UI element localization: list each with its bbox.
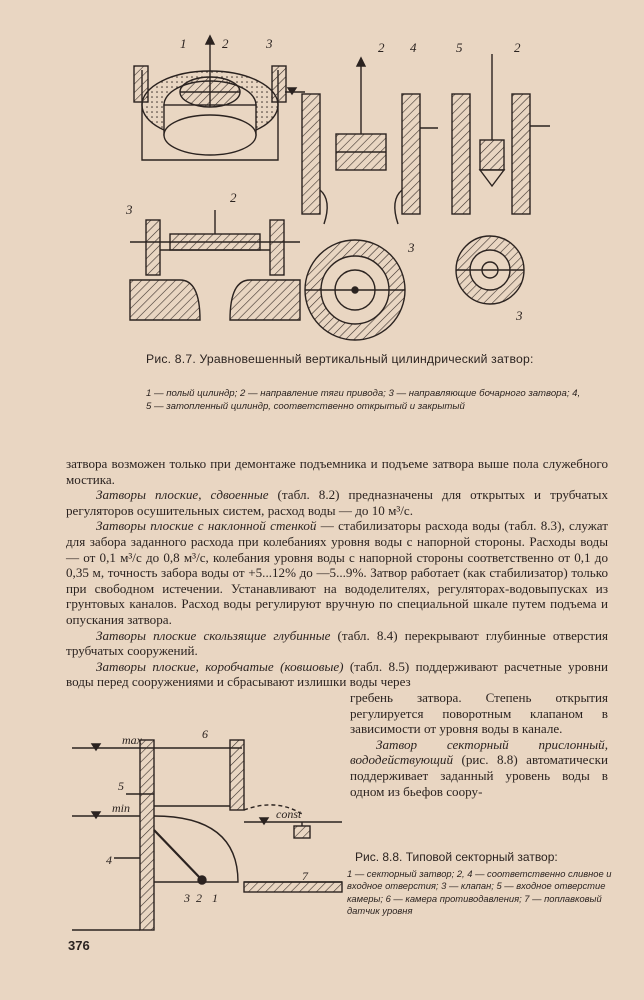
figure-8-8-caption: Рис. 8.8. Типовой секторный затвор: <box>355 850 558 864</box>
fig-8-7-plan-b <box>456 236 524 304</box>
fig-8-8-label: 7 <box>302 869 308 883</box>
paragraph-text: (табл. 8.5) поддерживают расчетные уровни воды перед сооружениями и сбрасывают излишки воды через <box>66 658 608 690</box>
fig-8-8-label: 6 <box>202 730 208 741</box>
paragraph <box>66 628 608 659</box>
fig-8-7-label: 4 <box>410 40 417 55</box>
fig-8-7-label: 3 <box>408 240 415 255</box>
paragraph: затвора возможен только при демонтаже подъемника и подъеме затвора выше пола служебного мостика. <box>66 456 608 487</box>
fig-8-7-label: 3 <box>266 36 273 51</box>
figure-8-7-legend: 1 — полый цилиндр; 2 — направление тяги привода; 3 — направляющие бочарного затвора; 4, 5 — затопленный цилиндр, соответственно открытый и закрытый <box>146 388 581 412</box>
fig-8-7-label: 2 <box>378 40 385 55</box>
fig-8-7-view-d <box>130 210 300 320</box>
figure-8-8-legend: 1 — секторный затвор; 2, 4 — соответственно сливное и входное отверстия; 3 — клапан; 5 — входное отверстие камеры; 6 — камера противодавления; 7 — поплавковый датчик уровня <box>347 868 612 917</box>
wrapped-text <box>350 690 608 799</box>
fig-8-8-drawing <box>72 740 342 930</box>
fig-8-7-label: 1 <box>180 36 187 51</box>
paragraph <box>66 487 608 518</box>
term: Затворы плоские с наклонной стенкой <box>96 518 317 534</box>
fig-8-7-label: 2 <box>230 190 237 205</box>
fig-8-8-label: 4 <box>106 853 112 867</box>
body-text <box>66 456 608 690</box>
fig-8-8-label: 5 <box>118 779 124 793</box>
paragraph-text: (табл. 8.2) предназначены для открытых и трубчатых регуляторов осушительных систем, расход воды — до 10 м³/с. <box>66 487 608 518</box>
fig-8-8-label: 1 <box>212 891 218 905</box>
paragraph <box>66 659 608 690</box>
fig-8-7-label: 3 <box>516 308 523 323</box>
fig-8-7-view-a <box>134 36 305 160</box>
fig-8-8-label: 2 <box>196 891 202 905</box>
figure-8-8 <box>62 730 347 940</box>
paragraph-text: — стабилизаторы расхода воды (табл. 8.3), служат для забора заданного расхода при колебаниях уровня воды с напорной стороны. Расходы воды — от 0,1 м³/с до 0,8 м³/с, колебания уровня воды с напорной стороны соответственно от 0,1 до 0,35 м, точность забора воды от +5...12% до —5...9%. Затвор работает (как стабилизатор) только при свободном истечении. Устанавливают на вододелителях, регуляторах-водовыпусках из грунтовых каналов. Расход воды регулируют вручную по специальной шкале путем подъема и опускания затвора. <box>66 518 608 627</box>
term: Затворы плоские, сдвоенные <box>96 487 269 503</box>
paragraph <box>350 737 608 799</box>
fig-8-7-label: 2 <box>514 40 521 55</box>
figure-8-7 <box>120 30 560 350</box>
page-number: 376 <box>68 938 90 953</box>
fig-8-8-level-max: max <box>122 733 142 747</box>
paragraph-text: (табл. 8.4) перекрывают глубинные отверстия трубчатых сооружений. <box>66 627 608 659</box>
fig-8-7-view-c <box>452 54 550 214</box>
term: Затвор секторный прислонный, вододействующий <box>350 736 608 768</box>
term: Затворы плоские, коробчатые (ковшовые) <box>96 658 344 674</box>
fig-8-8-label: 3 <box>184 891 190 905</box>
figure-8-7-caption: Рис. 8.7. Уравновешенный вертикальный цилиндрический затвор: <box>146 352 534 366</box>
fig-8-8-level-min: min <box>112 801 130 815</box>
term: Затворы плоские скользящие глубинные <box>96 627 331 643</box>
paragraph <box>66 518 608 627</box>
fig-8-7-view-b <box>302 58 438 224</box>
fig-8-7-label: 5 <box>456 40 463 55</box>
fig-8-8-level-const: const <box>276 807 302 821</box>
fig-8-7-plan-a <box>305 240 405 340</box>
fig-8-7-label: 3 <box>126 202 133 217</box>
paragraph-text: (рис. 8.8) автоматически поддерживает заданный уровень воды в одном из бьефов соору- <box>350 752 608 799</box>
fig-8-7-label: 2 <box>222 36 229 51</box>
paragraph: гребень затвора. Степень открытия регулируется поворотным клапаном в зависимости от уровня воды в канале. <box>350 690 608 737</box>
